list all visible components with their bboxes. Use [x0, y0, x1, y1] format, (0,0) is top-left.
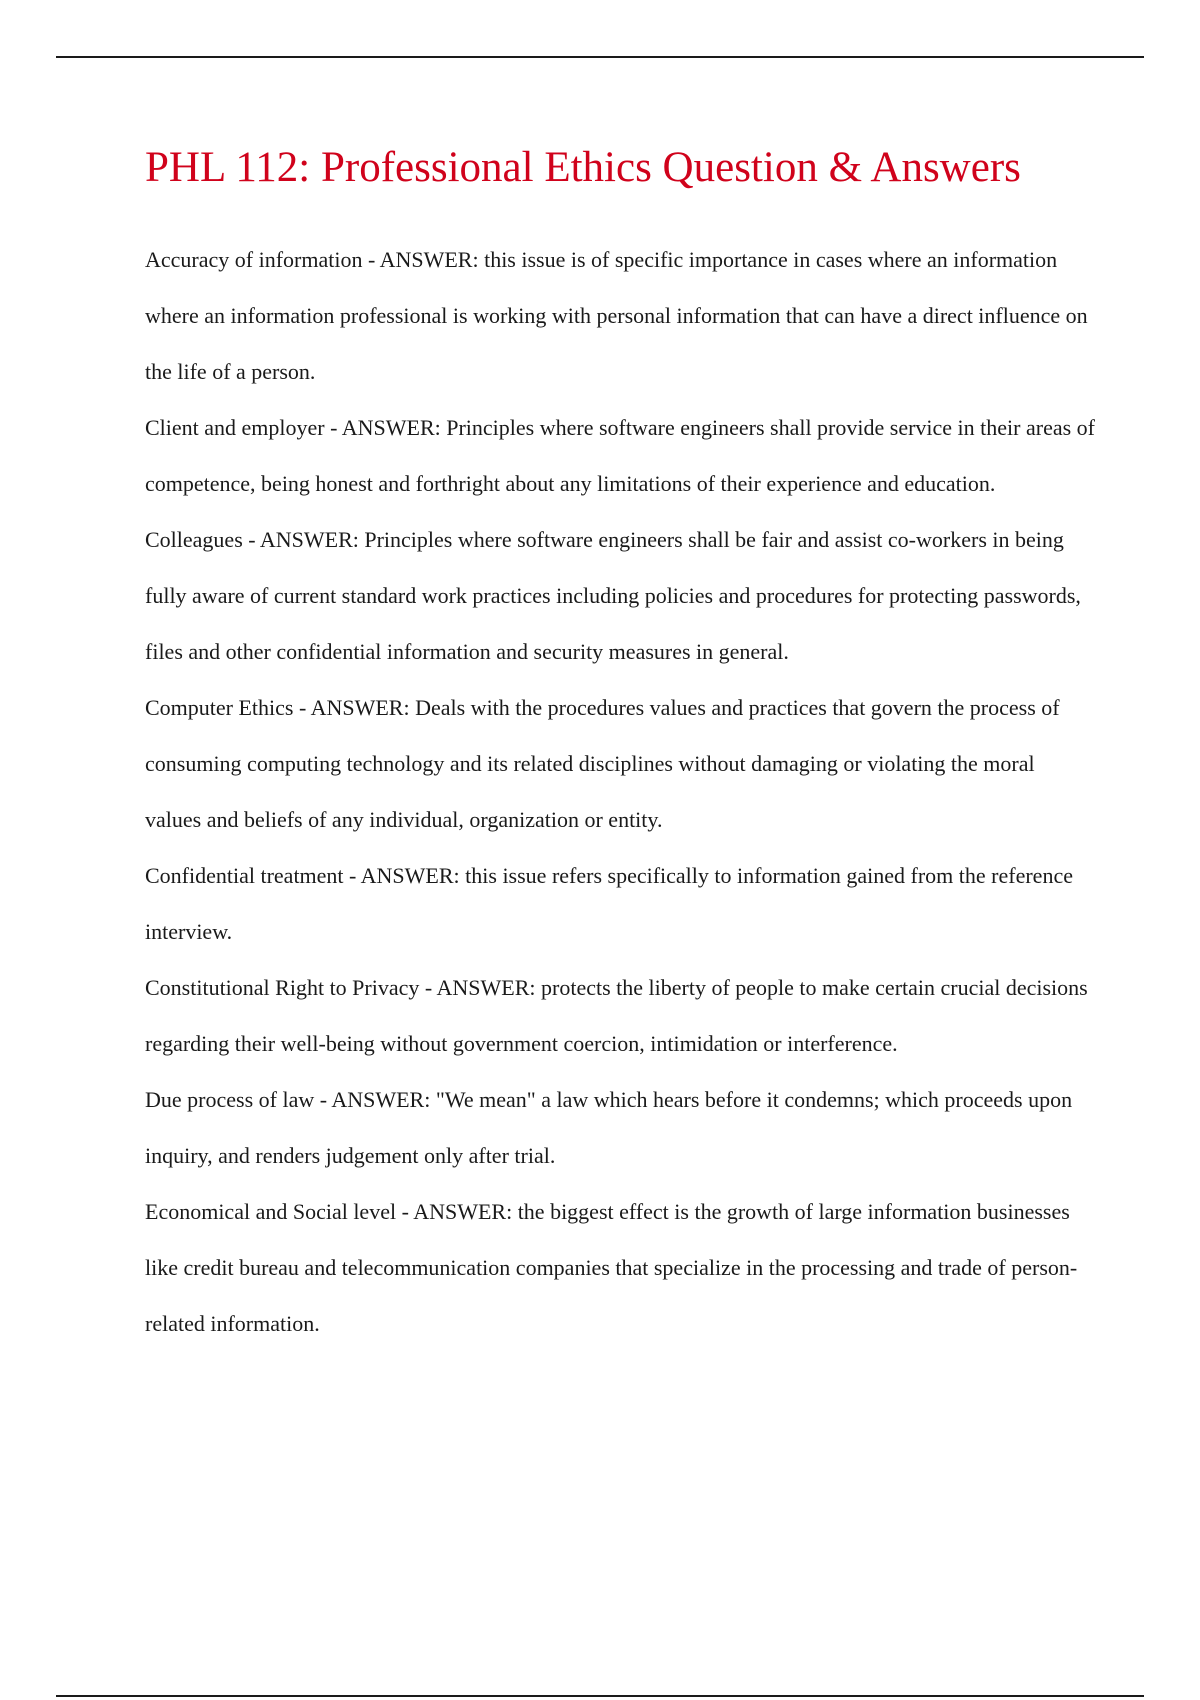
qa-entry-computer-ethics: Computer Ethics - ANSWER: Deals with the procedures values and practices that govern the process of consuming computing technology and its related disciplines without damaging or violating the moral values and beliefs of any individual, organization or entity. [145, 695, 1060, 832]
top-rule [56, 56, 1144, 58]
qa-entry-economical-and-social-level: Economical and Social level - ANSWER: the biggest effect is the growth of large information businesses like credit bureau and telecommunication companies that specialize in the processing and trade of person-related information. [145, 1199, 1078, 1336]
qa-entry-constitutional-right-to-privacy: Constitutional Right to Privacy - ANSWER: protects the liberty of people to make certain crucial decisions regarding their well-being without government coercion, intimidation or interference. [145, 975, 1088, 1056]
page-title: PHL 112: Professional Ethics Question & Answers [145, 144, 1021, 191]
qa-entry-client-and-employer: Client and employer - ANSWER: Principles where software engineers shall provide service in their areas of competence, being honest and forthright about any limitations of their experience and education. [145, 415, 1095, 496]
bottom-rule [56, 1695, 1144, 1697]
qa-entry-confidential-treatment: Confidential treatment - ANSWER: this issue refers specifically to information gained from the reference interview. [145, 863, 1073, 944]
qa-entry-accuracy-of-information: Accuracy of information - ANSWER: this issue is of specific importance in cases where an information where an information professional is working with personal information that can have a direct influence on the life of a person. [145, 247, 1088, 384]
qa-list [145, 232, 1095, 1352]
qa-entry-colleagues: Colleagues - ANSWER: Principles where software engineers shall be fair and assist co-workers in being fully aware of current standard work practices including policies and procedures for protecting passwords, files and other confidential information and security measures in general. [145, 527, 1081, 664]
qa-entry-due-process-of-law: Due process of law - ANSWER: "We mean" a law which hears before it condemns; which proceeds upon inquiry, and renders judgement only after trial. [145, 1087, 1073, 1168]
document-body [145, 140, 1095, 1352]
